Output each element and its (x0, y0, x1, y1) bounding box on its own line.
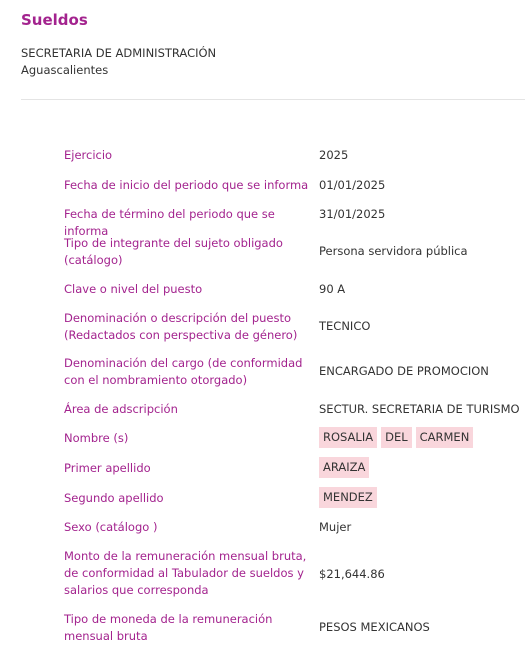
field-value: TECNICO (319, 319, 371, 333)
header-divider (21, 99, 525, 100)
field-value: Mujer (319, 520, 352, 534)
field-label: Monto de la remuneración mensual bruta, de conformidad al Tabulador de sueldos y salarios que corresponda (64, 549, 307, 597)
field-label: Área de adscripción (64, 402, 178, 416)
page-title: Sueldos (21, 11, 88, 29)
field-value: PESOS MEXICANOS (319, 620, 430, 634)
organization-name: SECRETARIA DE ADMINISTRACIÓN (21, 46, 217, 60)
name-chips (319, 427, 473, 448)
field-value: 31/01/2025 (319, 207, 386, 221)
field-value: $21,644.86 (319, 567, 385, 581)
second-surname-chip: MENDEZ (319, 487, 377, 508)
field-value: ENCARGADO DE PROMOCION (319, 364, 489, 378)
field-label: Ejercicio (64, 148, 113, 162)
field-label: Denominación o descripción del puesto (Redactados con perspectiva de género) (64, 311, 298, 342)
name-chip: ROSALIA (319, 427, 377, 448)
field-label: Sexo (catálogo ) (64, 520, 158, 534)
organization-state: Aguascalientes (21, 63, 109, 77)
surname-chip: ARAIZA (319, 457, 369, 478)
field-value: SECTUR. SECRETARIA DE TURISMO (319, 402, 520, 416)
field-value: 2025 (319, 148, 349, 162)
field-value: 01/01/2025 (319, 178, 386, 192)
field-label: Nombre (s) (64, 431, 129, 445)
field-label: Tipo de moneda de la remuneración mensual bruta (64, 612, 273, 643)
field-value: Persona servidora pública (319, 244, 468, 258)
field-label: Clave o nivel del puesto (64, 282, 203, 296)
field-label: Fecha de término del periodo que se informa (64, 207, 275, 238)
name-chip: DEL (381, 427, 412, 448)
field-label: Segundo apellido (64, 491, 164, 505)
field-label: Denominación del cargo (de conformidad con el nombramiento otorgado) (64, 356, 303, 387)
name-chip: CARMEN (416, 427, 474, 448)
organization-info (21, 45, 216, 79)
field-label: Fecha de inicio del periodo que se informa (64, 178, 309, 192)
surname-chips (319, 457, 369, 478)
second-surname-chips (319, 487, 377, 508)
field-value: 90 A (319, 282, 346, 296)
field-label: Primer apellido (64, 461, 151, 475)
field-label: Tipo de integrante del sujeto obligado (catálogo) (64, 236, 283, 267)
